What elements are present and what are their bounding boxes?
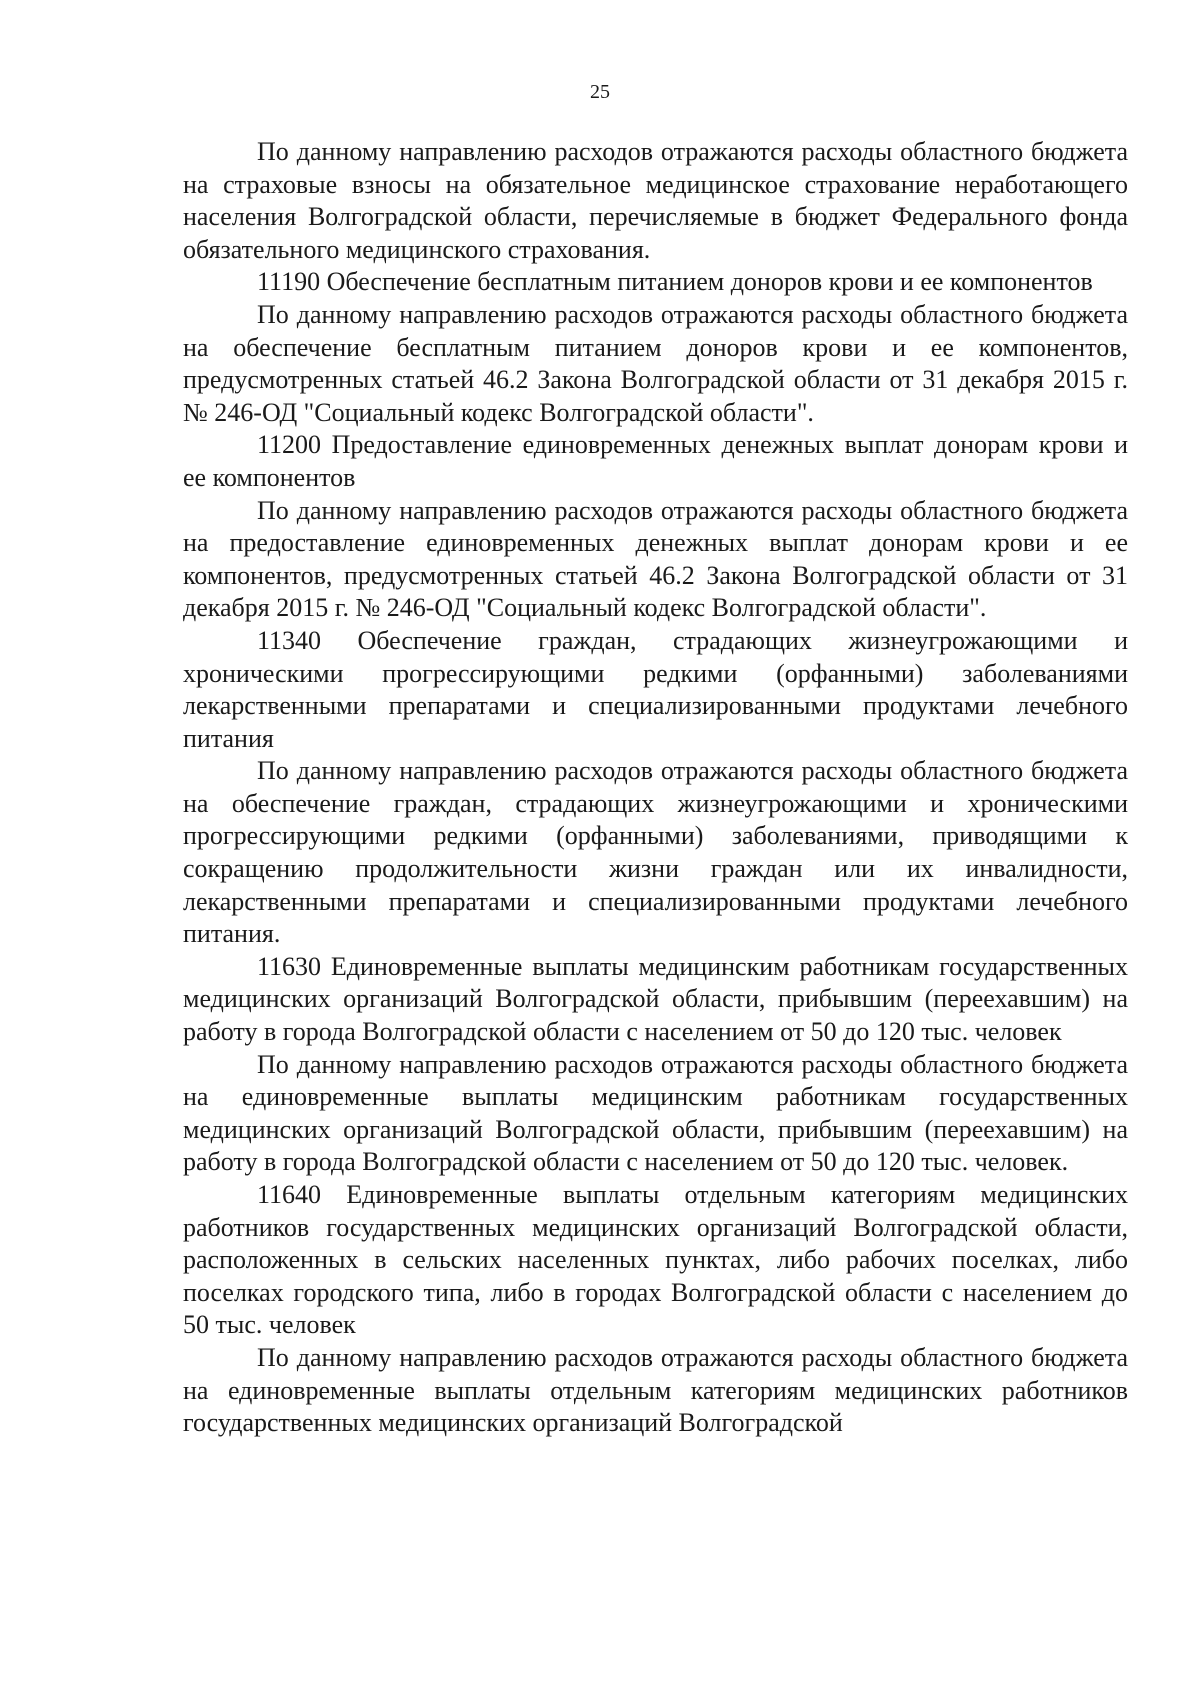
section-heading-11200: 11200 Предоставление единовременных денежных выплат донорам крови и ее компонентов bbox=[183, 430, 1128, 492]
document-body bbox=[183, 136, 1128, 1440]
section-heading-11640: 11640 Единовременные выплаты отдельным категориям медицинских работников государственных медицинских организаций Волгоградской области, расположенных в сельских населенных пунктах, либо рабочих поселках, либо поселках городского типа, либо в городах Волгоградской области с населением до 50 тыс. человек bbox=[183, 1180, 1128, 1340]
section-heading-11340: 11340 Обеспечение граждан, страдающих жизнеугрожающими и хроническими прогрессирующими редкими (орфанными) заболеваниями лекарственными препаратами и специализированными продуктами лечебного питания bbox=[183, 625, 1128, 753]
paragraph: По данному направлению расходов отражаются расходы областного бюджета на обеспечение граждан, страдающих жизнеугрожающими и хроническими прогрессирующими редкими (орфанными) заболеваниями, приводящими к сокращению продолжительности жизни граждан или их инвалидности, лекарственными препаратами и специализированными продуктами лечебного питания. bbox=[183, 756, 1128, 949]
paragraph: По данному направлению расходов отражаются расходы областного бюджета на обеспечение бесплатным питанием доноров крови и ее компонентов, предусмотренных статьей 46.2 Закона Волгоградской области от 31 декабря 2015 г. № 246-ОД "Социальный кодекс Волгоградской области". bbox=[183, 299, 1128, 427]
paragraph: По данному направлению расходов отражаются расходы областного бюджета на страховые взносы на обязательное медицинское страхование неработающего населения Волгоградской области, перечисляемые в бюджет Федерального фонда обязательного медицинского страхования. bbox=[183, 137, 1128, 264]
page-number: 25 bbox=[590, 81, 610, 103]
section-heading-11190: 11190 Обеспечение бесплатным питанием доноров крови и ее компонентов bbox=[257, 267, 1093, 297]
paragraph: По данному направлению расходов отражаются расходы областного бюджета на единовременные выплаты отдельным категориям медицинских работников государственных медицинских организаций Волгоградской bbox=[183, 1342, 1128, 1438]
paragraph: По данному направлению расходов отражаются расходы областного бюджета на единовременные выплаты медицинским работникам государственных медицинских организаций Волгоградской области, прибывшим (переехавшим) на работу в города Волгоградской области с населением от 50 до 120 тыс. человек. bbox=[183, 1049, 1128, 1177]
section-heading-11630: 11630 Единовременные выплаты медицинским работникам государственных медицинских организаций Волгоградской области, прибывшим (переехавшим) на работу в города Волгоградской области с населением от 50 до 120 тыс. человек bbox=[183, 951, 1128, 1047]
paragraph: По данному направлению расходов отражаются расходы областного бюджета на предоставление единовременных денежных выплат донорам крови и ее компонентов, предусмотренных статьей 46.2 Закона Волгоградской области от 31 декабря 2015 г. № 246-ОД "Социальный кодекс Волгоградской области". bbox=[183, 495, 1128, 623]
